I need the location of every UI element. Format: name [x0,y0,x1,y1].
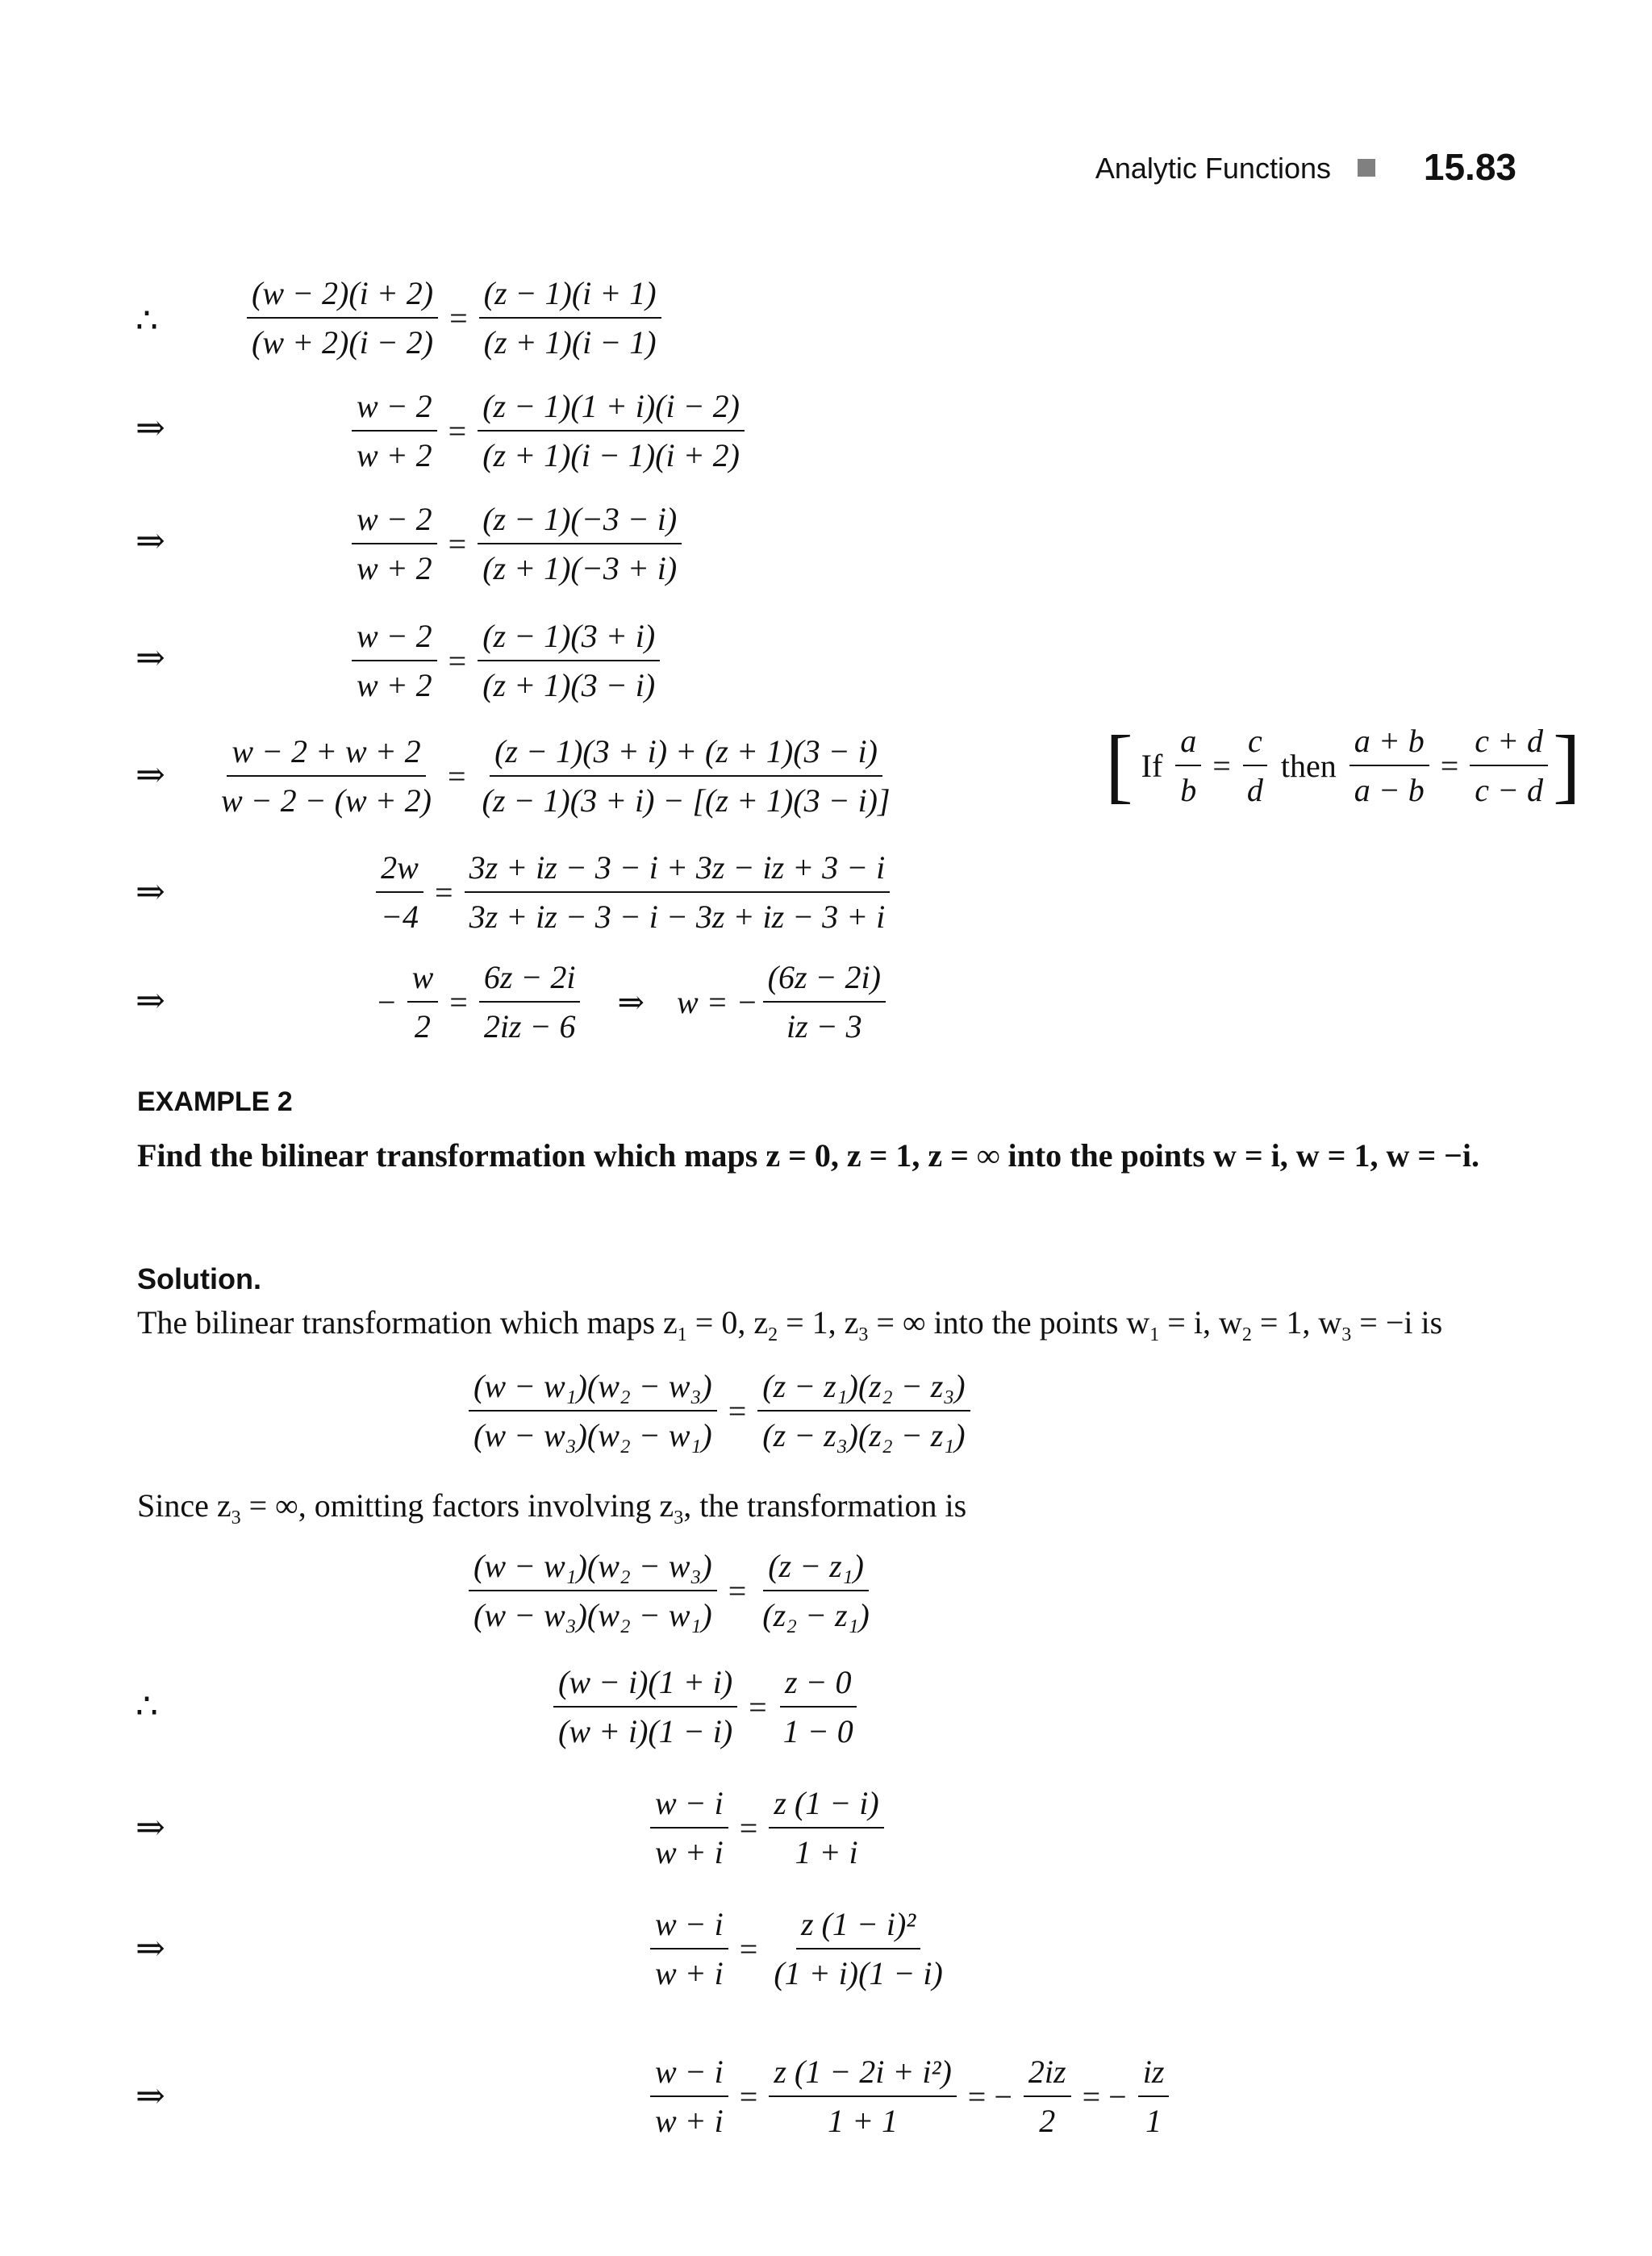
fraction [1350,722,1429,809]
page-number: 15.83 [1423,146,1516,188]
text: , the transformation is [683,1487,967,1524]
numerator: iz [1138,2053,1170,2097]
fraction [216,732,436,819]
implies-symbol: ⇒ [136,981,165,1020]
equation-5 [211,732,900,819]
subscript: 3 [858,1324,869,1345]
equation-6 [371,849,895,936]
subscript: 3 [674,1507,684,1528]
denominator: (w + 2)(i − 2) [252,324,434,361]
subscript: 1 [1149,1324,1160,1345]
fraction [479,274,661,361]
fraction [769,1784,883,1871]
implies-symbol: ⇒ [136,1808,165,1847]
fraction [650,2053,728,2140]
fraction [553,1663,737,1750]
equation-1 [242,274,666,361]
denominator: 1 [1145,2103,1162,2139]
therefore-symbol: ∴ [136,301,158,340]
fraction [376,849,423,936]
numerator: z − 0 [780,1663,857,1708]
simplified-equation-3 [645,2053,1174,2140]
text: = i, w [1159,1304,1242,1341]
fraction [247,274,438,361]
fraction [469,1547,717,1634]
equals-minus: = − [1082,2078,1127,2115]
equals-sign: = [739,1930,758,1967]
result-lhs: w = − [677,983,758,1020]
numerator: (z − z₁) [763,1547,869,1591]
denominator: w + i [655,1834,724,1870]
equation-3 [347,500,686,587]
numerator: 6z − 2i [479,958,581,1003]
numerator: a [1175,722,1201,766]
denominator: a − b [1354,772,1425,808]
cross-ratio-equation [464,1367,975,1454]
denominator: w + 2 [357,667,432,703]
proportion-rule-note [1105,719,1581,811]
simplified-equation-1 [645,1784,889,1871]
denominator: w + i [655,2103,724,2139]
numerator: c [1243,722,1267,766]
denominator: w + 2 [357,437,432,473]
equals-sign: = [447,757,466,794]
denominator: (z₂ − z₁) [762,1597,870,1633]
rule-if: If [1141,747,1163,784]
fraction [478,500,682,587]
equals-sign: = [449,299,468,336]
numerator: (w − w₁)(w₂ − w₃) [469,1547,717,1591]
denominator: w − 2 − (w + 2) [221,782,432,819]
implies-symbol: ⇒ [136,755,165,794]
fraction [650,1784,728,1871]
numerator: (z − 1)(1 + i)(i − 2) [478,387,745,432]
example-statement: Find the bilinear transformation which maps z = 0, z = 1, z = ∞ into the points w = i, w = 1, w = −i. [137,1137,1480,1174]
fraction [352,617,437,704]
denominator: (w + i)(1 − i) [558,1713,733,1749]
fraction [650,1905,728,1992]
denominator: iz − 3 [786,1008,862,1045]
implies-symbol: ⇒ [136,872,165,911]
subscript: 1 [677,1324,687,1345]
text: The bilinear transformation which maps z [137,1304,678,1341]
equals-sign: = [449,983,468,1020]
fraction [407,958,439,1045]
numerator: (z − 1)(3 + i) [478,617,660,661]
equation-2 [347,387,749,474]
denominator: (z − z₃)(z₂ − z₁) [762,1417,966,1453]
implies-symbol: ⇒ [136,521,165,561]
denominator: 1 + i [795,1834,858,1870]
denominator: (w − w₃)(w₂ − w₁) [473,1597,712,1633]
numerator: (z − z₁)(z₂ − z₃) [757,1367,970,1412]
substituted-equation [549,1663,863,1750]
fraction [352,500,437,587]
equals-sign: = [435,874,453,911]
denominator: d [1246,772,1263,808]
text: = ∞, omitting factors involving z [240,1487,674,1524]
numerator: w [407,958,439,1003]
numerator: w − i [650,1905,728,1950]
numerator: (z − 1)(i + 1) [479,274,661,319]
fraction [1024,2053,1071,2140]
left-bracket: [ [1105,719,1133,811]
equation-7 [371,958,891,1045]
denominator: c − d [1475,772,1544,808]
equals-sign: = [1212,747,1231,784]
denominator: 1 − 0 [782,1713,853,1749]
equals-sign: = [448,642,467,679]
fraction [469,1367,717,1454]
numerator: (6z − 2i) [763,958,886,1003]
text: = 1, z [778,1304,859,1341]
denominator: 1 + 1 [828,2103,899,2139]
numerator: a + b [1350,722,1429,766]
denominator: −4 [381,899,419,935]
since-statement [137,1487,966,1529]
minus-sign: − [378,983,396,1020]
denominator: (z + 1)(i − 1)(i + 2) [482,437,740,473]
subscript: 2 [768,1324,778,1345]
numerator: (z − 1)(−3 − i) [478,500,682,544]
equals-sign: = [448,525,467,562]
equals-sign: = [749,1688,767,1725]
rule-then: then [1280,747,1337,784]
numerator: 2w [376,849,423,893]
equals-sign: = [1440,747,1459,784]
denominator: 2 [414,1008,431,1045]
fraction [757,1547,874,1634]
numerator: 2iz [1024,2053,1071,2097]
denominator: 2iz − 6 [483,1008,576,1045]
denominator: (w − w₃)(w₂ − w₁) [473,1417,712,1453]
numerator: z (1 − 2i + i²) [769,2053,956,2097]
solution-intro [137,1303,1442,1346]
fraction [479,958,581,1045]
solution-title: Solution. [137,1262,261,1295]
denominator: 3z + iz − 3 − i − 3z + iz − 3 + i [469,899,886,935]
numerator: (w − i)(1 + i) [553,1663,737,1708]
fraction [1175,722,1201,809]
fraction [778,1663,858,1750]
subscript: 3 [1341,1324,1352,1345]
text: = 0, z [686,1304,769,1341]
fraction [352,387,437,474]
denominator: 2 [1039,2103,1056,2139]
page-header [1081,144,1516,192]
fraction [478,732,895,819]
text: = 1, w [1251,1304,1342,1341]
denominator: (z + 1)(3 − i) [482,667,656,703]
numerator: (z − 1)(3 + i) + (z + 1)(3 − i) [490,732,882,777]
fraction [478,387,745,474]
fraction [769,2053,956,2140]
numerator: w − 2 + w + 2 [227,732,425,777]
numerator: 3z + iz − 3 − i + 3z − iz + 3 − i [465,849,891,893]
equals-sign: = [728,1392,747,1429]
numerator: z (1 − i)² [796,1905,920,1950]
implies-symbol: ⇒ [136,1929,165,1968]
equals-sign: = [728,1572,747,1609]
therefore-symbol: ∴ [136,1687,158,1726]
fraction [1242,722,1268,809]
fraction [769,1905,948,1992]
equation-4 [347,617,665,704]
denominator: w + i [655,1955,724,1991]
simplified-equation-2 [645,1905,953,1992]
numerator: w − 2 [352,500,437,544]
numerator: z (1 − i) [769,1784,883,1829]
text: = −i is [1351,1304,1443,1341]
denominator: (1 + i)(1 − i) [774,1955,943,1991]
right-bracket: ] [1553,719,1581,811]
numerator: w − i [650,2053,728,2097]
fraction [1470,722,1548,809]
text: Since z [137,1487,232,1524]
implies-symbol: ⇒ [136,638,165,678]
fraction [763,958,886,1045]
numerator: (w − 2)(i + 2) [247,274,438,319]
subscript: 2 [1241,1324,1252,1345]
numerator: (w − w₁)(w₂ − w₃) [469,1367,717,1412]
implies-symbol: ⇒ [617,983,645,1020]
square-separator-icon [1358,159,1375,177]
fraction [465,849,891,936]
numerator: w − 2 [352,617,437,661]
equals-sign: = [739,2078,758,2115]
text: = ∞ into the points w [868,1304,1150,1341]
fraction [757,1367,970,1454]
denominator: (z − 1)(3 + i) − [(z + 1)(3 − i)] [482,782,891,819]
denominator: b [1180,772,1197,808]
section-title: Analytic Functions [1095,152,1331,185]
implies-symbol: ⇒ [136,408,165,448]
denominator: w + 2 [357,550,432,586]
subscript: 3 [231,1507,241,1528]
numerator: w − 2 [352,387,437,432]
denominator: (z + 1)(−3 + i) [482,550,678,586]
equals-minus: = − [967,2078,1012,2115]
implies-symbol: ⇒ [136,2076,165,2116]
reduced-equation [464,1547,879,1634]
equals-sign: = [448,412,467,449]
numerator: w − i [650,1784,728,1829]
fraction [478,617,660,704]
numerator: c + d [1470,722,1548,766]
denominator: (z + 1)(i − 1) [483,324,657,361]
fraction [1138,2053,1170,2140]
equals-sign: = [739,1809,758,1846]
example-title: EXAMPLE 2 [137,1086,293,1117]
